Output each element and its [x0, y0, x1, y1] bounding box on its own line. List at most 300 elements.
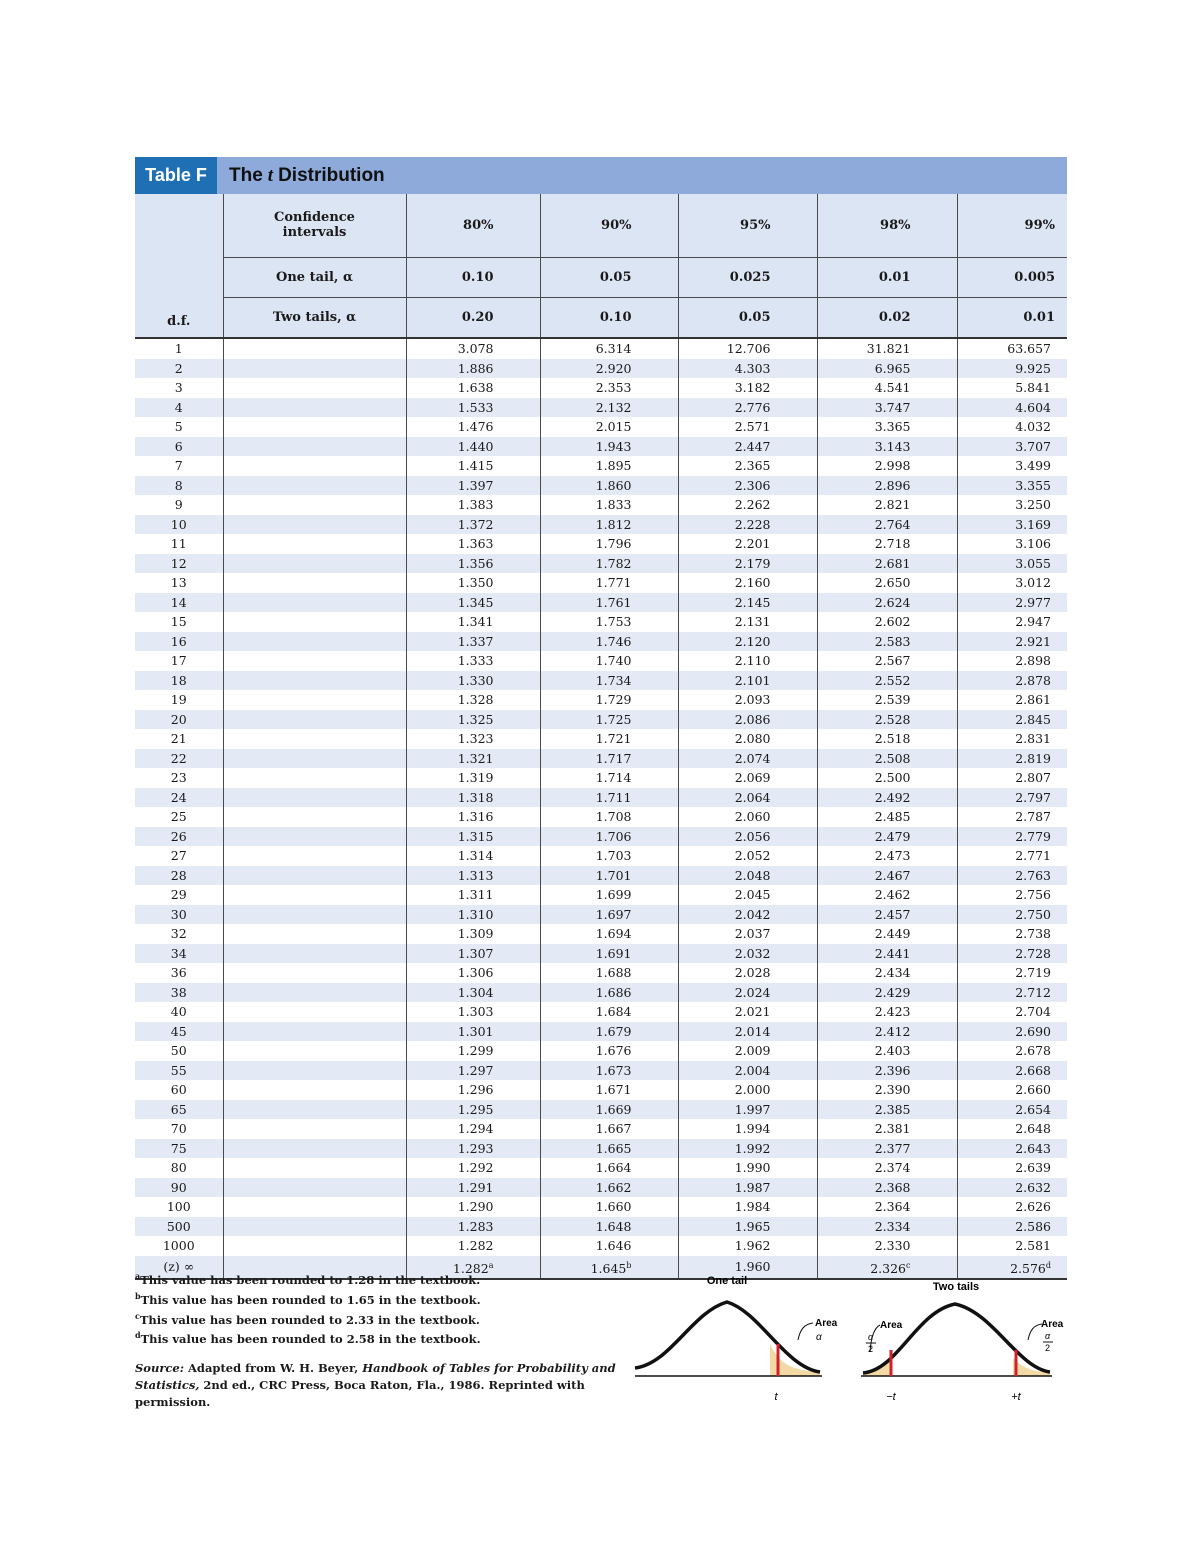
critical-value-cell: [817, 515, 957, 535]
critical-value: 2.779: [1015, 828, 1051, 844]
critical-value: 1.296: [457, 1082, 494, 1098]
critical-value: 2.921: [1015, 633, 1051, 649]
confidence-cell: 98%: [817, 194, 957, 257]
critical-value-cell: [957, 944, 1067, 964]
critical-value: 2.977: [1015, 594, 1051, 610]
blank-cell: [223, 1022, 406, 1042]
critical-value: 1.356: [457, 555, 494, 571]
table-row: [135, 1061, 1067, 1081]
critical-value: 1.313: [457, 867, 494, 883]
table-row: [135, 944, 1067, 964]
df-cell: 1000: [162, 1238, 195, 1254]
critical-value: 6.314: [595, 341, 632, 357]
table-row: [135, 632, 1067, 652]
critical-value: 1.711: [595, 789, 632, 805]
critical-value: 2.728: [1015, 945, 1051, 961]
critical-value-cell: [540, 651, 678, 671]
table-row: [135, 924, 1067, 944]
critical-value: 2.048: [734, 867, 771, 883]
two-tails-cell: 0.10: [540, 297, 678, 338]
critical-value-cell: [957, 866, 1067, 886]
critical-value: 3.182: [734, 380, 771, 396]
critical-value: 2.160: [734, 575, 771, 591]
critical-value-cell: [540, 417, 678, 437]
critical-value: 1.694: [595, 926, 632, 942]
blank-cell: [223, 1197, 406, 1217]
critical-value: 1.833: [595, 497, 632, 513]
critical-value-cell: [406, 417, 540, 437]
critical-value-cell: [957, 1236, 1067, 1256]
critical-value-cell: [540, 983, 678, 1003]
critical-value-cell: [540, 378, 678, 398]
critical-value-cell: [406, 690, 540, 710]
footnotes: [135, 1271, 635, 1415]
critical-value-cell: [406, 1022, 540, 1042]
critical-value: 2.648: [1015, 1121, 1051, 1137]
table-row: [135, 866, 1067, 886]
critical-value: 2.110: [734, 653, 771, 669]
critical-value-cell: [406, 1158, 540, 1178]
footnote: [135, 1271, 635, 1287]
critical-value-cell: [817, 1178, 957, 1198]
critical-value-cell: [540, 398, 678, 418]
df-cell: 5: [174, 419, 183, 435]
critical-value: 2.334: [874, 1218, 911, 1234]
critical-value: 1.323: [457, 731, 494, 747]
critical-value-cell: [540, 866, 678, 886]
blank-cell: [223, 827, 406, 847]
critical-value-cell: [957, 827, 1067, 847]
critical-value: 1.984: [734, 1199, 771, 1215]
critical-value: 2.776: [734, 399, 771, 415]
critical-value: 2.626: [1015, 1199, 1051, 1215]
critical-value-cell: [817, 710, 957, 730]
critical-value-cell: [540, 612, 678, 632]
critical-value-cell: [817, 612, 957, 632]
blank-cell: [223, 632, 406, 652]
critical-value: 2.353: [595, 380, 632, 396]
critical-value-cell: [817, 1139, 957, 1159]
critical-value: 2.441: [874, 945, 911, 961]
table-row: [135, 671, 1067, 691]
confidence-cell: 99%: [957, 194, 1067, 257]
blank-cell: [223, 749, 406, 769]
critical-value-cell: [817, 1061, 957, 1081]
blank-cell: [223, 1217, 406, 1237]
critical-value-cell: [540, 729, 678, 749]
critical-value: 1.303: [457, 1004, 494, 1020]
critical-value: 3.055: [1015, 555, 1051, 571]
critical-value: 1.311: [457, 887, 494, 903]
critical-value-cell: [957, 1041, 1067, 1061]
two-tails-label: Two tails, α: [223, 297, 406, 338]
blank-cell: [223, 338, 406, 359]
critical-value-cell: [957, 1002, 1067, 1022]
critical-value: 2.015: [595, 419, 632, 435]
critical-value: 1.990: [734, 1160, 771, 1176]
critical-value: 2.080: [734, 731, 771, 747]
critical-value: 2.377: [874, 1140, 911, 1156]
critical-value-cell: [406, 749, 540, 769]
critical-value-cell: [540, 1041, 678, 1061]
blank-cell: [223, 788, 406, 808]
critical-value-cell: [957, 1080, 1067, 1100]
critical-value-cell: [957, 378, 1067, 398]
blank-cell: [223, 983, 406, 1003]
critical-value: 2.632: [1015, 1179, 1051, 1195]
critical-value-cell: [406, 476, 540, 496]
df-cell: 28: [135, 866, 223, 886]
critical-value-cell: [678, 827, 817, 847]
critical-value: 1.328: [457, 692, 494, 708]
critical-value-cell: [678, 1236, 817, 1256]
critical-value-cell: [957, 612, 1067, 632]
confidence-cell: 95%: [678, 194, 817, 257]
df-cell: 18: [135, 671, 223, 691]
critical-value-cell: [678, 1217, 817, 1237]
critical-value-cell: [540, 359, 678, 379]
critical-value-cell: [817, 1158, 957, 1178]
critical-value: 1.943: [595, 438, 632, 454]
critical-value-cell: [406, 515, 540, 535]
df-cell: 1: [174, 341, 183, 357]
critical-value: 2.797: [1015, 789, 1051, 805]
critical-value-cell: [540, 846, 678, 866]
critical-value: 9.925: [1015, 360, 1051, 376]
critical-value: 2.423: [874, 1004, 911, 1020]
left-area-label: Area: [880, 1320, 903, 1331]
critical-value: 1.306: [457, 965, 494, 981]
critical-value-cell: [540, 749, 678, 769]
table-row: [135, 534, 1067, 554]
critical-value: 3.499: [1015, 458, 1051, 474]
critical-value-cell: [817, 885, 957, 905]
table-row: [135, 1100, 1067, 1120]
critical-value: 2.434: [874, 965, 911, 981]
df-cell: 70: [170, 1121, 187, 1137]
critical-value: 1.753: [595, 614, 632, 630]
critical-value: 1.345: [457, 594, 494, 610]
critical-value-cell: [406, 1178, 540, 1198]
critical-value: 2.396: [874, 1062, 911, 1078]
one-tail-cell: 0.005: [957, 257, 1067, 297]
title-suffix: Distribution: [278, 164, 385, 186]
critical-value-cell: [817, 338, 957, 359]
critical-value: 2.086: [734, 711, 771, 727]
critical-value-cell: [817, 378, 957, 398]
critical-value-cell: [957, 476, 1067, 496]
critical-value: 1.771: [595, 575, 632, 591]
critical-value-cell: [540, 515, 678, 535]
critical-value: 1.740: [595, 653, 632, 669]
df-cell: 14: [135, 593, 223, 613]
critical-value-cell: [406, 1139, 540, 1159]
df-cell: 27: [170, 848, 187, 864]
critical-value-cell: [817, 554, 957, 574]
critical-value-cell: [406, 632, 540, 652]
critical-value-cell: [817, 1119, 957, 1139]
critical-value-cell: [817, 398, 957, 418]
critical-value-cell: [678, 554, 817, 574]
critical-value-cell: [540, 1139, 678, 1159]
one-tail-title: One tail: [706, 1275, 748, 1287]
df-cell: 6: [135, 437, 223, 457]
blank-cell: [223, 846, 406, 866]
blank-cell: [223, 456, 406, 476]
critical-value: 2.037: [734, 926, 771, 942]
critical-value: 1.992: [734, 1140, 771, 1156]
critical-value: 2.132: [595, 399, 632, 415]
left-two: 2: [868, 1344, 874, 1354]
blank-cell: [223, 1061, 406, 1081]
critical-value-cell: [817, 905, 957, 925]
df-head-blank: [135, 257, 223, 297]
critical-value: 31.821: [866, 341, 911, 357]
critical-value-cell: [406, 885, 540, 905]
critical-value: 1.691: [595, 945, 632, 961]
blank-cell: [223, 729, 406, 749]
df-cell: 22: [135, 749, 223, 769]
critical-value-cell: [817, 1080, 957, 1100]
critical-value: 2.447: [734, 438, 771, 454]
critical-value-cell: [406, 534, 540, 554]
table-row: [135, 554, 1067, 574]
critical-value-cell: [817, 495, 957, 515]
critical-value-cell: [817, 846, 957, 866]
critical-value: 1.291: [457, 1179, 494, 1195]
two-tails-cell: 0.02: [817, 297, 957, 338]
df-cell: 3: [174, 380, 183, 396]
critical-value: 2.508: [874, 750, 911, 766]
critical-value: 2.650: [874, 575, 911, 591]
critical-value-cell: [957, 1022, 1067, 1042]
critical-value: 2.998: [874, 458, 911, 474]
footnote-mark: a: [135, 1271, 141, 1281]
critical-value-cell: [957, 456, 1067, 476]
right-area-label: Area: [1041, 1319, 1064, 1330]
critical-value: 1.667: [595, 1121, 632, 1137]
blank-cell: [223, 1236, 406, 1256]
blank-cell: [223, 866, 406, 886]
critical-value-cell: [406, 1080, 540, 1100]
critical-value-cell: [540, 827, 678, 847]
critical-value: 2.028: [734, 965, 771, 981]
df-cell: 90: [135, 1178, 223, 1198]
critical-value-cell: [678, 905, 817, 925]
critical-value: 1.297: [457, 1062, 494, 1078]
table-tag: Table F: [135, 157, 217, 194]
source-note: [135, 1360, 635, 1411]
critical-value-cell: [540, 338, 678, 359]
critical-value: 2.643: [1015, 1140, 1051, 1156]
critical-value-cell: [678, 593, 817, 613]
critical-value: 1.533: [457, 399, 494, 415]
two-tails-cell: 0.01: [957, 297, 1067, 338]
one-tail-cell: 0.025: [678, 257, 817, 297]
critical-value: 1.333: [457, 653, 494, 669]
right-area-pointer: [1028, 1324, 1042, 1340]
critical-value-cell: [540, 1002, 678, 1022]
critical-value: 1.987: [734, 1179, 771, 1195]
critical-value-cell: [678, 495, 817, 515]
df-cell: 20: [135, 710, 223, 730]
blank-cell: [223, 944, 406, 964]
critical-value-cell: [678, 788, 817, 808]
critical-value-cell: [817, 924, 957, 944]
critical-value-cell: [678, 749, 817, 769]
critical-value: 2.330: [874, 1238, 911, 1254]
critical-value-cell: [540, 437, 678, 457]
critical-value: 1.886: [457, 360, 494, 376]
critical-value: 1.688: [595, 965, 632, 981]
table-row: [135, 1236, 1067, 1256]
critical-value-cell: [406, 866, 540, 886]
critical-value: 2.467: [874, 867, 911, 883]
critical-value-cell: [817, 593, 957, 613]
critical-value-cell: [678, 1197, 817, 1217]
blank-cell: [223, 1178, 406, 1198]
one-tail-alpha: α: [816, 1332, 822, 1343]
blank-cell: [223, 612, 406, 632]
critical-value: 2.385: [874, 1101, 911, 1117]
critical-value-cell: [678, 612, 817, 632]
critical-value-cell: [817, 417, 957, 437]
blank-cell: [223, 1139, 406, 1159]
blank-cell: [223, 885, 406, 905]
critical-value-cell: [957, 905, 1067, 925]
critical-value-cell: [540, 905, 678, 925]
critical-value-cell: [540, 1236, 678, 1256]
critical-value-cell: [540, 495, 678, 515]
critical-value: 3.169: [1015, 516, 1051, 532]
critical-value-cell: [678, 1178, 817, 1198]
critical-value: 1.648: [595, 1218, 632, 1234]
df-cell: 19: [170, 692, 187, 708]
two-tails-row: [135, 297, 1067, 338]
table-row: [135, 1119, 1067, 1139]
critical-value: 1.310: [457, 906, 494, 922]
critical-value: 1.292: [457, 1160, 494, 1176]
one-tail-figure: [630, 1272, 838, 1407]
critical-value: 2.145: [734, 594, 771, 610]
critical-value: 1.325: [457, 711, 494, 727]
blank-cell: [223, 417, 406, 437]
critical-value: 2.374: [874, 1160, 911, 1176]
critical-value-cell: [406, 573, 540, 593]
table-row: [135, 476, 1067, 496]
critical-value-cell: [406, 1236, 540, 1256]
critical-value-cell: [957, 632, 1067, 652]
critical-value-cell: [817, 1217, 957, 1237]
critical-value-cell: [678, 1100, 817, 1120]
critical-value-cell: [817, 807, 957, 827]
critical-value: 1.997: [734, 1101, 771, 1117]
critical-value-cell: [406, 905, 540, 925]
critical-value: 5.841: [1015, 380, 1051, 396]
critical-value: 1.725: [595, 711, 632, 727]
footnote-mark: c: [135, 1310, 140, 1321]
critical-value: 2.368: [874, 1179, 911, 1195]
critical-value: 1.860: [595, 477, 632, 493]
df-cell: 60: [170, 1082, 187, 1098]
critical-value-cell: [957, 417, 1067, 437]
critical-value: 1.383: [457, 497, 494, 513]
critical-value-cell: [678, 671, 817, 691]
critical-value-cell: [817, 651, 957, 671]
critical-value-cell: [406, 846, 540, 866]
source-pre: Adapted from W. H. Beyer,: [187, 1361, 359, 1376]
critical-value: 2.014: [734, 1023, 771, 1039]
table-row: [135, 573, 1067, 593]
critical-value-cell: [540, 710, 678, 730]
critical-value-cell: [957, 1119, 1067, 1139]
footnote-marker: d: [1045, 1260, 1051, 1270]
critical-value: 4.604: [1015, 399, 1051, 415]
critical-value-cell: [817, 476, 957, 496]
critical-value: 63.657: [1007, 341, 1051, 357]
one-tail-cell: 0.10: [406, 257, 540, 297]
critical-value-cell: [957, 690, 1067, 710]
critical-value-cell: [406, 827, 540, 847]
table-row: [135, 1197, 1067, 1217]
critical-value: 2.704: [1015, 1004, 1051, 1020]
critical-value: 1.646: [595, 1238, 632, 1254]
right-alpha: α: [1045, 1331, 1051, 1341]
df-cell: 65: [135, 1100, 223, 1120]
critical-value-cell: [678, 846, 817, 866]
critical-value: 3.747: [874, 399, 911, 415]
blank-cell: [223, 378, 406, 398]
blank-cell: [223, 1119, 406, 1139]
critical-value: 2.473: [874, 848, 911, 864]
critical-value: 2.821: [874, 497, 911, 513]
footnote-text: This value has been rounded to 1.65 in the textbook.: [140, 1292, 481, 1307]
critical-value: 2.896: [874, 477, 911, 493]
blank-cell: [223, 905, 406, 925]
df-cell: 12: [135, 554, 223, 574]
critical-value-cell: [817, 827, 957, 847]
critical-value-cell: [406, 768, 540, 788]
critical-value: 1.319: [457, 770, 494, 786]
critical-value: 1.796: [595, 536, 632, 552]
table-row: [135, 846, 1067, 866]
critical-value-cell: [678, 924, 817, 944]
critical-value-cell: [678, 534, 817, 554]
critical-value: 2.764: [874, 516, 911, 532]
critical-value-cell: [678, 632, 817, 652]
critical-value-cell: [540, 573, 678, 593]
critical-value: 3.250: [1015, 497, 1051, 513]
critical-value-cell: [817, 671, 957, 691]
critical-value: 2.179: [734, 555, 771, 571]
df-cell: 4: [135, 398, 223, 418]
critical-value: 2.898: [1015, 653, 1051, 669]
blank-cell: [223, 1158, 406, 1178]
critical-value-cell: [678, 963, 817, 983]
df-cell: 40: [170, 1004, 187, 1020]
df-cell: 2: [135, 359, 223, 379]
table-row: [135, 885, 1067, 905]
critical-value: 1.697: [595, 906, 632, 922]
critical-value-cell: [678, 1119, 817, 1139]
critical-value-cell: [957, 573, 1067, 593]
critical-value: 2.539: [874, 692, 911, 708]
blank-cell: [223, 807, 406, 827]
critical-value: 2.567: [874, 653, 911, 669]
critical-value-cell: [678, 338, 817, 359]
df-cell: 32: [170, 926, 187, 942]
critical-value-cell: [957, 593, 1067, 613]
